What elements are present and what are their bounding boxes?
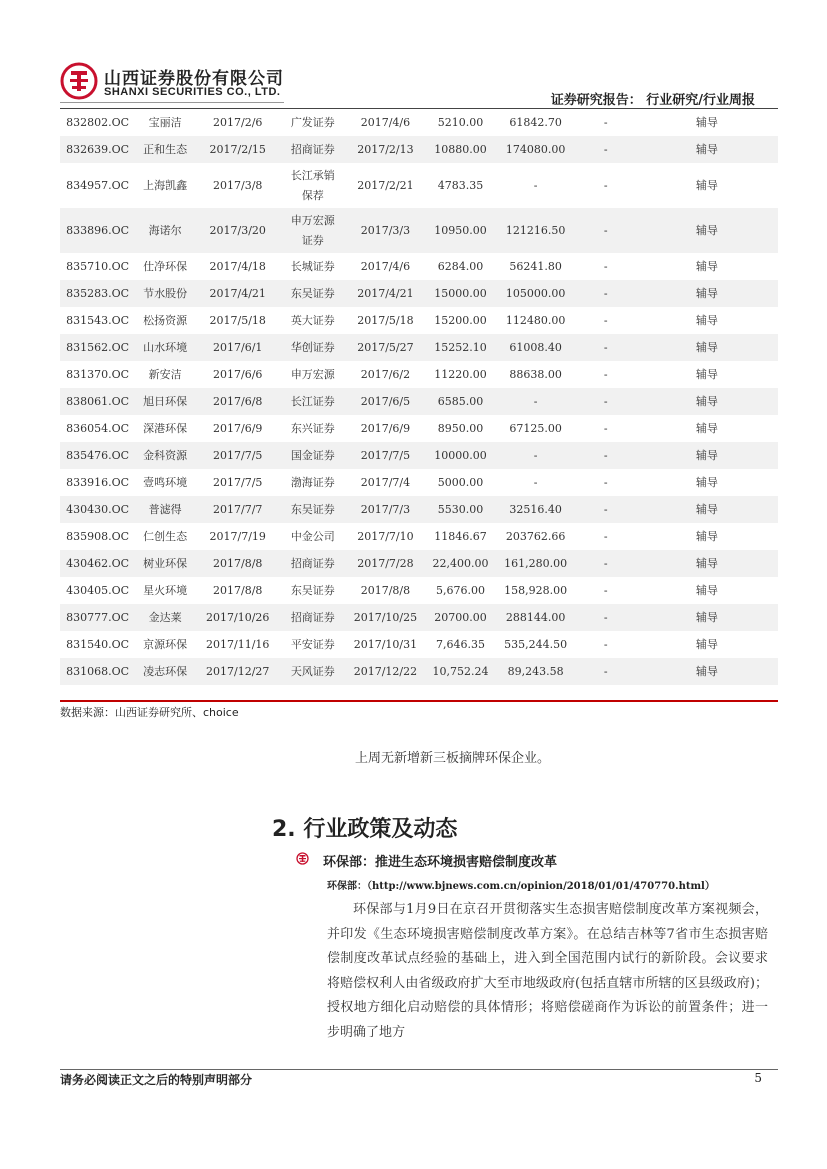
cell-name: 壹鸣环境 — [143, 476, 188, 489]
cell-code: 831068.OC — [60, 658, 135, 685]
cell-name: 旭日环保 — [135, 388, 195, 415]
cell-price: 6585.00 — [425, 388, 495, 415]
cell-amount: 61008.40 — [496, 334, 576, 361]
company-name-en: SHANXI SECURITIES CO., LTD. — [104, 86, 281, 98]
report-type: 证券研究报告： 行业研究/行业周报 — [550, 93, 755, 108]
table-row — [60, 469, 778, 496]
cell-broker: 招商证券 — [280, 550, 345, 577]
cell-type: 辅导 — [695, 422, 718, 435]
cell-type: 辅导 — [695, 638, 718, 651]
table-row — [60, 361, 778, 388]
cell-type: 辅导 — [636, 550, 778, 577]
cell-date1: 2017/7/5 — [213, 476, 263, 489]
cell-broker: 英大证券 — [290, 314, 335, 327]
cell-type: 辅导 — [695, 476, 718, 489]
cell-price: 4783.35 — [437, 178, 484, 192]
cell-price: 11220.00 — [434, 368, 487, 381]
table-row — [60, 280, 778, 307]
cell-broker-line2: 保荐 — [301, 188, 324, 202]
cell-name: 凌志环保 — [135, 658, 195, 685]
cell-amount: 56241.80 — [509, 260, 562, 273]
table-row — [60, 442, 778, 469]
cell-date2: 2017/6/5 — [345, 388, 425, 415]
table-row — [60, 523, 778, 550]
cell-date2: 2017/5/18 — [357, 314, 414, 327]
cell-code: 430430.OC — [60, 496, 135, 523]
table-row — [60, 136, 778, 163]
cell-dash: - — [576, 442, 636, 469]
cell-date2: 2017/4/21 — [345, 280, 425, 307]
cell-date2: 2017/3/3 — [345, 208, 425, 253]
cell-date1: 2017/7/19 — [209, 530, 266, 543]
cell-dash: - — [603, 584, 608, 597]
cell-broker: 中金公司 — [290, 530, 335, 543]
cell-price: 20700.00 — [425, 604, 495, 631]
cell-date1: 2017/3/20 — [195, 208, 280, 253]
cell-name: 金达莱 — [135, 604, 195, 631]
cell-date1: 2017/3/8 — [213, 178, 263, 192]
cell-broker: 招商证券 — [280, 136, 345, 163]
cell-code: 832802.OC — [66, 116, 130, 129]
cell-code: 833896.OC — [60, 208, 135, 253]
cell-code: 832639.OC — [60, 136, 135, 163]
cell-amount: - — [533, 178, 538, 192]
cell-price: 5210.00 — [437, 116, 484, 129]
table-row — [60, 658, 778, 685]
cell-code: 830777.OC — [60, 604, 135, 631]
news-source-link[interactable]: 环保部：（http://www.bjnews.com.cn/opinion/2018/01/01/470770.html） — [327, 881, 715, 892]
cell-amount: - — [496, 388, 576, 415]
cell-type: 辅导 — [636, 136, 778, 163]
cell-price: 5,676.00 — [436, 584, 485, 597]
cell-amount: - — [533, 476, 538, 489]
cell-amount: 288144.00 — [496, 604, 576, 631]
cell-broker: 长城证券 — [290, 260, 335, 273]
delisting-note: 上周无新增新三板摘牌环保企业。 — [355, 751, 551, 766]
cell-dash: - — [603, 178, 608, 192]
table-row — [60, 388, 778, 415]
cell-broker: 申万宏源 — [290, 368, 335, 381]
cell-date1: 2017/10/26 — [195, 604, 280, 631]
cell-dash: - — [603, 116, 608, 129]
cell-name: 海诺尔 — [135, 208, 195, 253]
cell-name: 正和生态 — [135, 136, 195, 163]
cell-broker-line1: 长江承销 — [290, 168, 335, 182]
cell-type: 辅导 — [636, 496, 778, 523]
cell-broker — [280, 163, 345, 208]
header-divider — [60, 102, 284, 103]
cell-dash: - — [603, 422, 608, 435]
cell-date2: 2017/6/2 — [360, 368, 411, 381]
cell-date2: 2017/2/21 — [357, 178, 414, 192]
cell-code: 835908.OC — [66, 530, 130, 543]
cell-date1: 2017/7/5 — [195, 442, 280, 469]
table-source-note: 数据来源：山西证券研究所、choice — [60, 706, 239, 719]
table-row — [60, 631, 778, 658]
cell-price: 7,646.35 — [436, 638, 485, 651]
news-subhead: 环保部：推进生态环境损害赔偿制度改革 — [323, 855, 558, 870]
cell-amount: 174080.00 — [496, 136, 576, 163]
cell-amount: 88638.00 — [509, 368, 562, 381]
company-logo-icon — [60, 62, 98, 100]
cell-dash: - — [603, 260, 608, 273]
cell-dash: - — [576, 136, 636, 163]
cell-date2: 2017/7/4 — [360, 476, 411, 489]
cell-name: 京源环保 — [143, 638, 188, 651]
cell-broker: 国金证券 — [280, 442, 345, 469]
cell-date2: 2017/7/28 — [345, 550, 425, 577]
cell-code: 833916.OC — [66, 476, 130, 489]
cell-type: 辅导 — [695, 116, 718, 129]
cell-code: 831562.OC — [60, 334, 135, 361]
cell-date1: 2017/6/8 — [195, 388, 280, 415]
cell-date2: 2017/7/3 — [345, 496, 425, 523]
cell-dash: - — [603, 638, 608, 651]
cell-broker-line1: 申万宏源 — [290, 213, 335, 227]
cell-date1: 2017/7/7 — [195, 496, 280, 523]
table-row — [60, 604, 778, 631]
cell-name: 树业环保 — [135, 550, 195, 577]
cell-date1: 2017/6/9 — [213, 422, 263, 435]
cell-type: 辅导 — [636, 334, 778, 361]
cell-name: 节水股份 — [135, 280, 195, 307]
cell-price: 10880.00 — [425, 136, 495, 163]
section-title: 2. 行业政策及动态 — [272, 817, 458, 842]
cell-dash: - — [603, 530, 608, 543]
cell-price: 15200.00 — [434, 314, 487, 327]
cell-date1: 2017/6/1 — [195, 334, 280, 361]
cell-price: 15000.00 — [425, 280, 495, 307]
cell-date2: 2017/7/10 — [357, 530, 414, 543]
cell-date2: 2017/10/31 — [353, 638, 418, 651]
cell-dash: - — [576, 334, 636, 361]
cell-amount: 121216.50 — [496, 208, 576, 253]
table-row — [60, 496, 778, 523]
cell-broker-line2: 证券 — [301, 233, 324, 247]
bullet-icon — [296, 852, 309, 865]
cell-broker: 平安证券 — [290, 638, 335, 651]
cell-broker: 天风证券 — [280, 658, 345, 685]
cell-date2: 2017/2/13 — [345, 136, 425, 163]
cell-date2: 2017/6/9 — [360, 422, 411, 435]
cell-date2: 2017/7/5 — [345, 442, 425, 469]
cell-name: 仕净环保 — [143, 260, 188, 273]
cell-code: 831540.OC — [66, 638, 130, 651]
cell-date1: 2017/5/18 — [209, 314, 266, 327]
cell-type: 辅导 — [636, 604, 778, 631]
cell-date1: 2017/11/16 — [206, 638, 270, 651]
table-bottom-rule — [60, 700, 778, 702]
cell-broker: 东兴证券 — [290, 422, 335, 435]
table-row — [60, 550, 778, 577]
cell-date1: 2017/4/21 — [195, 280, 280, 307]
cell-date1: 2017/6/6 — [213, 368, 263, 381]
listing-table — [60, 109, 778, 685]
cell-type: 辅导 — [636, 208, 778, 253]
cell-code: 835476.OC — [60, 442, 135, 469]
cell-price: 8950.00 — [437, 422, 484, 435]
cell-dash: - — [576, 388, 636, 415]
cell-type: 辅导 — [695, 178, 718, 192]
cell-broker: 招商证券 — [280, 604, 345, 631]
cell-dash: - — [576, 496, 636, 523]
cell-date1: 2017/2/6 — [213, 116, 263, 129]
cell-amount: 67125.00 — [509, 422, 562, 435]
cell-type: 辅导 — [695, 314, 718, 327]
cell-date1: 2017/8/8 — [195, 550, 280, 577]
cell-amount: 105000.00 — [496, 280, 576, 307]
cell-type: 辅导 — [695, 260, 718, 273]
cell-date2: 2017/8/8 — [360, 584, 411, 597]
cell-code: 838061.OC — [60, 388, 135, 415]
cell-code: 834957.OC — [66, 178, 130, 192]
cell-name: 仁创生态 — [143, 530, 188, 543]
cell-broker — [280, 208, 345, 253]
cell-name: 深港环保 — [143, 422, 188, 435]
table-row — [60, 253, 778, 280]
cell-dash: - — [603, 368, 608, 381]
cell-dash: - — [576, 658, 636, 685]
cell-dash: - — [576, 550, 636, 577]
page-number: 5 — [754, 1071, 762, 1085]
cell-date1: 2017/12/27 — [195, 658, 280, 685]
cell-type: 辅导 — [695, 584, 718, 597]
cell-amount: 112480.00 — [505, 314, 566, 327]
cell-broker: 东吴证券 — [290, 584, 335, 597]
cell-dash: - — [576, 604, 636, 631]
cell-name: 金科资源 — [135, 442, 195, 469]
cell-amount: 158,928.00 — [504, 584, 568, 597]
cell-name: 普滤得 — [135, 496, 195, 523]
cell-price: 6284.00 — [437, 260, 484, 273]
cell-amount: 89,243.58 — [496, 658, 576, 685]
footer-rule — [60, 1069, 778, 1070]
cell-code: 831370.OC — [66, 368, 130, 381]
cell-price: 15252.10 — [425, 334, 495, 361]
cell-code: 835283.OC — [60, 280, 135, 307]
cell-code: 836054.OC — [66, 422, 130, 435]
cell-price: 5530.00 — [425, 496, 495, 523]
cell-name: 新安洁 — [148, 368, 182, 381]
table-row — [60, 163, 778, 208]
cell-dash: - — [603, 314, 608, 327]
cell-code: 430405.OC — [66, 584, 130, 597]
cell-price: 11846.67 — [434, 530, 487, 543]
cell-amount: 32516.40 — [496, 496, 576, 523]
cell-amount: 161,280.00 — [496, 550, 576, 577]
cell-date2: 2017/5/27 — [345, 334, 425, 361]
cell-name: 上海凯鑫 — [143, 178, 188, 192]
cell-type: 辅导 — [636, 442, 778, 469]
cell-date2: 2017/12/22 — [345, 658, 425, 685]
cell-date2: 2017/4/6 — [360, 116, 411, 129]
cell-type: 辅导 — [636, 388, 778, 415]
cell-type: 辅导 — [695, 530, 718, 543]
cell-dash: - — [603, 476, 608, 489]
cell-broker: 华创证券 — [280, 334, 345, 361]
table-row — [60, 208, 778, 253]
cell-amount: 61842.70 — [509, 116, 562, 129]
cell-price: 22,400.00 — [425, 550, 495, 577]
footer-disclaimer: 请务必阅读正文之后的特别声明部分 — [60, 1073, 253, 1087]
cell-broker: 渤海证券 — [290, 476, 335, 489]
cell-date2: 2017/4/6 — [360, 260, 411, 273]
cell-broker: 东吴证券 — [280, 280, 345, 307]
cell-amount: 535,244.50 — [504, 638, 568, 651]
cell-broker: 长江证券 — [280, 388, 345, 415]
cell-name: 山水环境 — [135, 334, 195, 361]
cell-date1: 2017/2/15 — [195, 136, 280, 163]
cell-name: 宝丽洁 — [148, 116, 182, 129]
cell-amount: - — [496, 442, 576, 469]
news-paragraph: 环保部与1月9日在京召开贯彻落实生态损害赔偿制度改革方案视频会，并印发《生态环境损害赔偿制度改革方案》。在总结吉林等7省市生态损害赔偿制度改革试点经验的基础上，进入到全国范围内试行的新阶段。会议要求将赔偿权利人由省级政府扩大至市地级政府(包括直辖市所辖的区县级政府)；授权地方细化启动赔偿的具体情形；将赔偿磋商作为诉讼的前置条件；进一步明确了地方 — [327, 902, 768, 1040]
cell-amount: 203762.66 — [505, 530, 566, 543]
company-name-cn: 山西证券股份有限公司 — [104, 69, 284, 89]
cell-type: 辅导 — [636, 658, 778, 685]
cell-date1: 2017/4/18 — [209, 260, 266, 273]
cell-type: 辅导 — [636, 280, 778, 307]
cell-name: 星火环境 — [143, 584, 188, 597]
cell-code: 430462.OC — [60, 550, 135, 577]
cell-date2: 2017/10/25 — [345, 604, 425, 631]
cell-broker: 广发证券 — [290, 116, 335, 129]
table-row — [60, 577, 778, 604]
cell-price: 5000.00 — [437, 476, 484, 489]
table-row — [60, 109, 778, 136]
cell-broker: 东吴证券 — [280, 496, 345, 523]
cell-price: 10000.00 — [425, 442, 495, 469]
cell-code: 835710.OC — [66, 260, 130, 273]
table-row — [60, 334, 778, 361]
cell-type: 辅导 — [695, 368, 718, 381]
cell-dash: - — [576, 280, 636, 307]
cell-code: 831543.OC — [66, 314, 130, 327]
cell-price: 10,752.24 — [425, 658, 495, 685]
table-row — [60, 307, 778, 334]
cell-date1: 2017/8/8 — [213, 584, 263, 597]
cell-price: 10950.00 — [425, 208, 495, 253]
cell-dash: - — [576, 208, 636, 253]
table-row — [60, 415, 778, 442]
cell-name: 松扬资源 — [143, 314, 188, 327]
